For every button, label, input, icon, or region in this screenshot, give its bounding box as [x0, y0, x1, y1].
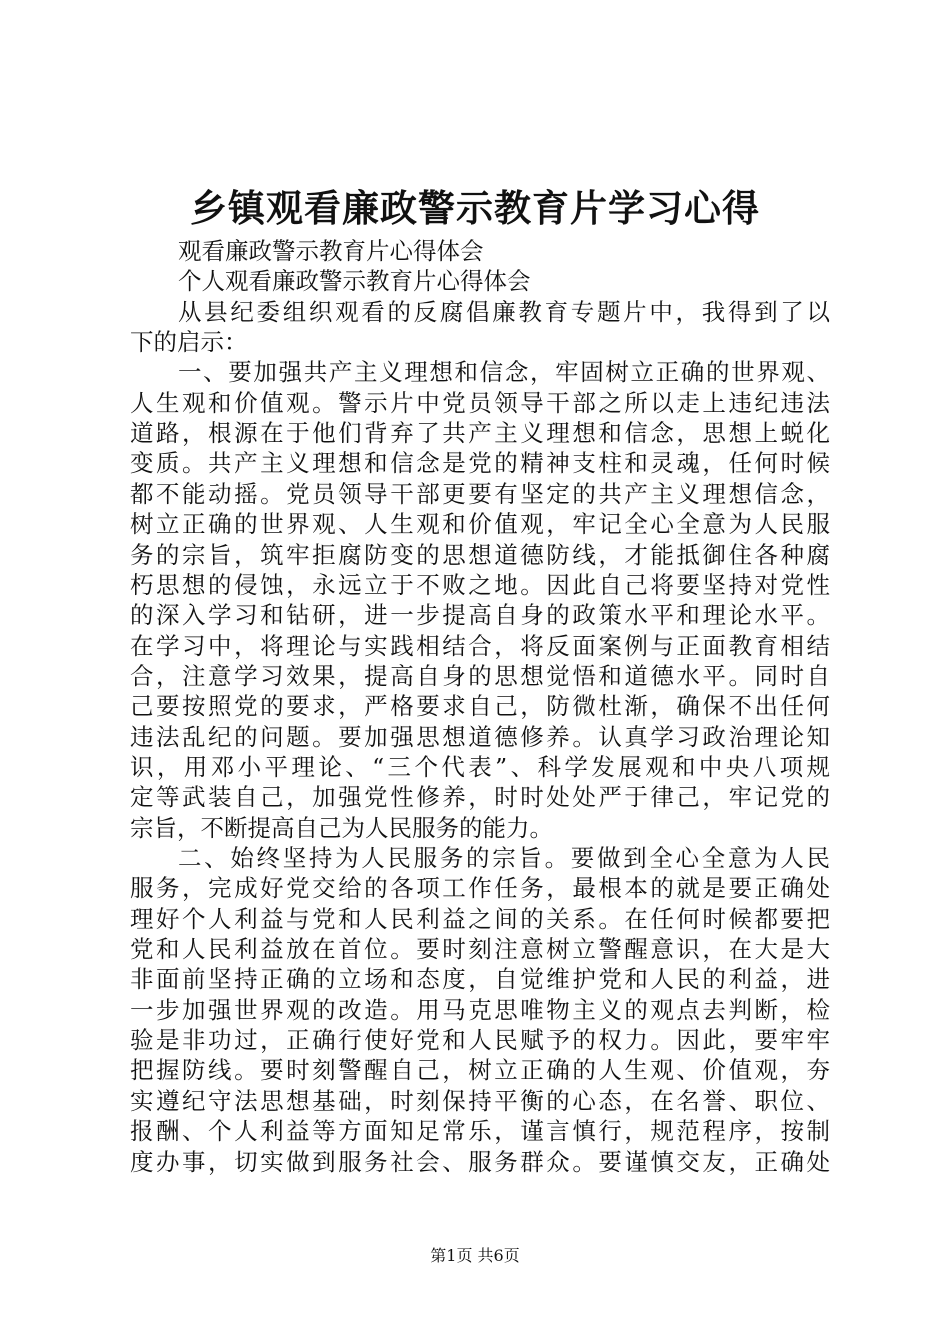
body-line: 报酬、个人利益等方面知足常乐，谨言慎行，规范程序，按制 [130, 1117, 830, 1146]
body-line: 验是非功过，正确行使好党和人民赋予的权力。因此，要牢牢 [130, 1026, 830, 1055]
body-line: 一、要加强共产主义理想和信念，牢固树立正确的世界观、 [178, 358, 830, 387]
body-line: 宗旨，不断提高自己为人民服务的能力。 [130, 813, 553, 842]
body-line: 个人观看廉政警示教育片心得体会 [178, 267, 531, 296]
body-line: 合，注意学习效果，提高自身的思想觉悟和道德水平。同时自 [130, 661, 830, 690]
body-line: 人生观和价值观。警示片中党员领导干部之所以走上违纪违法 [130, 388, 830, 417]
page-footer: 第1页 共6页 [430, 1246, 520, 1265]
body-line: 务的宗旨，筑牢拒腐防变的思想道德防线，才能抵御住各种腐 [130, 540, 830, 569]
body-line: 一步加强世界观的改造。用马克思唯物主义的观点去判断，检 [130, 995, 830, 1024]
body-line: 违法乱纪的问题。要加强思想道德修养。认真学习政治理论知 [130, 722, 830, 751]
body-line: 都不能动摇。党员领导干部更要有坚定的共产主义理想信念， [130, 479, 830, 508]
body-line: 定等武装自己，加强党性修养，时时处处严于律己，牢记党的 [130, 783, 830, 812]
body-line: 非面前坚持正确的立场和态度，自觉维护党和人民的利益，进 [130, 965, 830, 994]
body-line: 度办事，切实做到服务社会、服务群众。要谨慎交友，正确处 [130, 1147, 830, 1176]
body-line: 己要按照党的要求，严格要求自己，防微杜渐，确保不出任何 [130, 692, 830, 721]
body-line: 在学习中，将理论与实践相结合，将反面案例与正面教育相结 [130, 631, 830, 660]
body-line: 道路，根源在于他们背弃了共产主义理想和信念，思想上蜕化 [130, 419, 830, 448]
body-line: 朽思想的侵蚀，永远立于不败之地。因此自己将要坚持对党性 [130, 570, 830, 599]
body-line: 服务，完成好党交给的各项工作任务，最根本的就是要正确处 [130, 874, 830, 903]
body-line: 观看廉政警示教育片心得体会 [178, 237, 484, 265]
body-line: 党和人民利益放在首位。要时刻注意树立警醒意识，在大是大 [130, 935, 830, 964]
body-line: 把握防线。要时刻警醒自己，树立正确的人生观、价值观，夯 [130, 1056, 830, 1085]
body-line: 下的启示： [130, 328, 248, 357]
document-title: 乡镇观看廉政警示教育片学习心得 [190, 186, 760, 230]
body-line: 理好个人利益与党和人民利益之间的关系。在任何时候都要把 [130, 904, 830, 933]
body-line: 识，用邓小平理论、“三个代表”、科学发展观和中央八项规 [130, 752, 830, 781]
body-line: 变质。共产主义理想和信念是党的精神支柱和灵魂，任何时候 [130, 449, 830, 478]
body-line: 树立正确的世界观、人生观和价值观，牢记全心全意为人民服 [130, 510, 830, 539]
body-line: 从县纪委组织观看的反腐倡廉教育专题片中，我得到了以 [178, 297, 830, 326]
body-line: 实遵纪守法思想基础，时刻保持平衡的心态，在名誉、职位、 [130, 1086, 830, 1115]
body-line: 的深入学习和钻研，进一步提高自身的政策水平和理论水平。 [130, 601, 830, 630]
body-line: 二、始终坚持为人民服务的宗旨。要做到全心全意为人民 [178, 844, 830, 872]
